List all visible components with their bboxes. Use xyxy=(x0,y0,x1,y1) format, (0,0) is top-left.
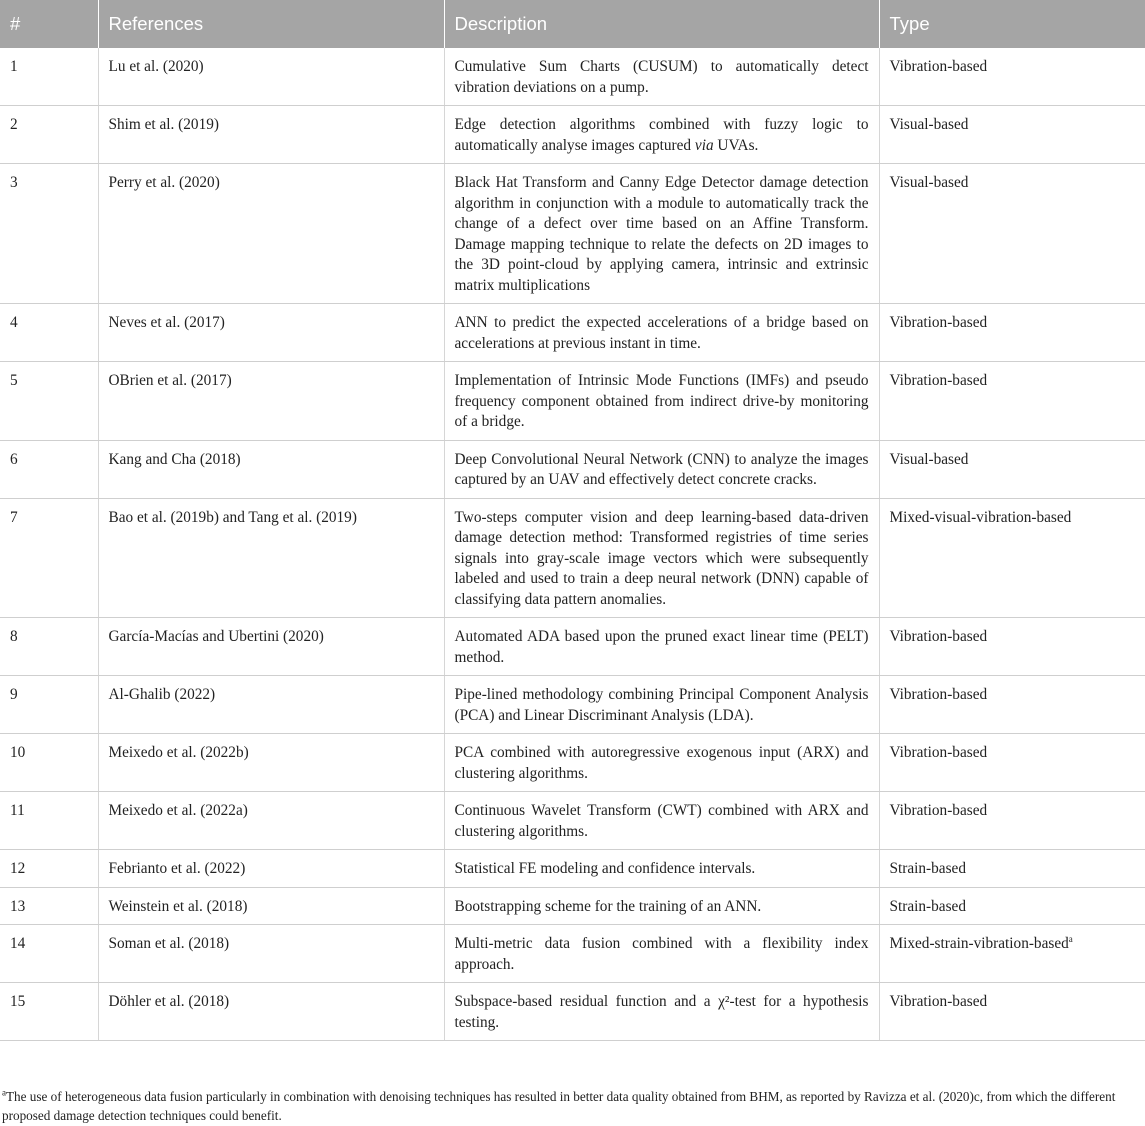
cell-description-text: Pipe-lined methodology combining Principal Component Analysis (PCA) and Linear Discriminant Analysis (LDA). xyxy=(454,686,869,724)
cell-description-text: Implementation of Intrinsic Mode Functions (IMFs) and pseudo frequency component obtained from indirect drive-by monitoring of a bridge. xyxy=(454,372,869,430)
cell-type-text: Visual-based xyxy=(889,450,969,468)
cell-reference-text: Meixedo et al. (2022a) xyxy=(108,802,248,819)
table-row xyxy=(0,925,1145,983)
cell-number xyxy=(0,498,98,618)
cell-number-text: 4 xyxy=(10,314,18,331)
header-number: # xyxy=(0,0,98,48)
cell-number-text: 5 xyxy=(10,372,18,389)
table-row xyxy=(0,304,1145,362)
cell-reference-text: Meixedo et al. (2022b) xyxy=(108,744,249,761)
cell-reference-text: Bao et al. (2019b) and Tang et al. (2019) xyxy=(108,508,357,526)
footnote-text: The use of heterogeneous data fusion particularly in combination with denoising techniques has resulted in better data quality obtained from BHM, as reported by Ravizza et al. (2020)c, from which the different proposed damage detection techniques could benefit. xyxy=(2,1089,1116,1123)
cell-reference-text: Döhler et al. (2018) xyxy=(108,993,230,1010)
cell-number xyxy=(0,362,98,441)
cell-description xyxy=(444,850,879,888)
cell-type-text: Vibration-based xyxy=(889,744,988,761)
table-row xyxy=(0,440,1145,498)
cell-type-text: Vibration-based xyxy=(889,628,988,645)
cell-type-text: Visual-based xyxy=(889,174,969,191)
cell-number-text: 10 xyxy=(10,744,26,761)
cell-reference-text: Shim et al. (2019) xyxy=(108,116,219,133)
cell-description xyxy=(444,983,879,1041)
cell-reference xyxy=(98,676,444,734)
cell-reference xyxy=(98,618,444,676)
cell-reference xyxy=(98,304,444,362)
cell-description-text: ANN to predict the expected accelerations of a bridge based on accelerations at previous instant in time. xyxy=(454,314,869,352)
table-row xyxy=(0,887,1145,925)
cell-number xyxy=(0,304,98,362)
cell-reference-text: Weinstein et al. (2018) xyxy=(108,897,248,915)
cell-type xyxy=(879,440,1145,498)
cell-number xyxy=(0,887,98,925)
table-row xyxy=(0,734,1145,792)
cell-type-text: Vibration-based xyxy=(889,802,988,819)
cell-type xyxy=(879,792,1145,850)
cell-number-text: 13 xyxy=(10,897,26,915)
cell-description-text: Bootstrapping scheme for the training of an ANN. xyxy=(454,897,762,915)
cell-description xyxy=(444,440,879,498)
cell-reference xyxy=(98,106,444,164)
cell-description-text: Edge detection algorithms combined with fuzzy logic to automatically analyse images captured via UVAs. xyxy=(454,116,869,154)
cell-number-text: 14 xyxy=(10,935,26,952)
header-type: Type xyxy=(879,0,1145,48)
cell-reference xyxy=(98,498,444,618)
table-row xyxy=(0,850,1145,888)
table-header-row xyxy=(0,0,1145,48)
cell-number xyxy=(0,106,98,164)
cell-description xyxy=(444,106,879,164)
cell-number-text: 3 xyxy=(10,174,18,191)
cell-description xyxy=(444,304,879,362)
cell-number xyxy=(0,925,98,983)
cell-type xyxy=(879,362,1145,441)
cell-number-text: 12 xyxy=(10,860,26,877)
cell-number xyxy=(0,676,98,734)
cell-description xyxy=(444,48,879,106)
cell-type xyxy=(879,106,1145,164)
cell-description xyxy=(444,618,879,676)
cell-description xyxy=(444,676,879,734)
footnote-marker: a xyxy=(2,1087,6,1098)
cell-type xyxy=(879,164,1145,304)
cell-reference-text: Al-Ghalib (2022) xyxy=(108,686,216,703)
cell-number-text: 6 xyxy=(10,450,18,468)
cell-description-text: Statistical FE modeling and confidence intervals. xyxy=(454,860,756,877)
cell-reference xyxy=(98,983,444,1041)
cell-type xyxy=(879,618,1145,676)
cell-number-text: 15 xyxy=(10,993,26,1010)
cell-description-text: Cumulative Sum Charts (CUSUM) to automatically detect vibration deviations on a pump. xyxy=(454,58,869,96)
cell-type xyxy=(879,304,1145,362)
cell-number xyxy=(0,792,98,850)
cell-type-text: Mixed-strain-vibration-based xyxy=(889,935,1069,952)
cell-type-text: Vibration-based xyxy=(889,58,988,75)
header-references: References xyxy=(98,0,444,48)
cell-description-text: Continuous Wavelet Transform (CWT) combined with ARX and clustering algorithms. xyxy=(454,802,869,840)
cell-reference xyxy=(98,48,444,106)
cell-reference xyxy=(98,887,444,925)
cell-reference xyxy=(98,792,444,850)
cell-type-text: Strain-based xyxy=(889,860,966,877)
type-footnote-marker: a xyxy=(1068,933,1073,944)
cell-number xyxy=(0,618,98,676)
table-row xyxy=(0,164,1145,304)
cell-description xyxy=(444,164,879,304)
cell-type-text: Vibration-based xyxy=(889,314,988,331)
cell-reference-text: Kang and Cha (2018) xyxy=(108,450,241,468)
table-body xyxy=(0,48,1145,1041)
cell-reference xyxy=(98,925,444,983)
cell-description xyxy=(444,887,879,925)
cell-type-text: Strain-based xyxy=(889,897,966,915)
cell-type xyxy=(879,850,1145,888)
header-description: Description xyxy=(444,0,879,48)
cell-description-text: Multi-metric data fusion combined with a flexibility index approach. xyxy=(454,935,869,973)
cell-number-text: 11 xyxy=(10,802,25,819)
cell-type xyxy=(879,498,1145,618)
table-row xyxy=(0,498,1145,618)
cell-number-text: 7 xyxy=(10,508,18,526)
cell-type-text: Mixed-visual-vibration-based xyxy=(889,508,1072,526)
cell-type xyxy=(879,887,1145,925)
cell-type-text: Visual-based xyxy=(889,116,969,133)
cell-type-text: Vibration-based xyxy=(889,686,988,703)
table-row xyxy=(0,676,1145,734)
cell-reference-text: Neves et al. (2017) xyxy=(108,314,225,331)
table-row xyxy=(0,983,1145,1041)
cell-type-text: Vibration-based xyxy=(889,372,988,389)
cell-type xyxy=(879,676,1145,734)
cell-description-text: Black Hat Transform and Canny Edge Detector damage detection algorithm in conjunction with a module to automatically track the change of a defect over time based on an Affine Transform. Damage mapping technique to relate the defects on 2D images to the 3D point-cloud by applying camera, intrinsic and extrinsic matrix multiplications xyxy=(454,174,869,294)
table-row xyxy=(0,48,1145,106)
cell-number xyxy=(0,850,98,888)
cell-reference xyxy=(98,850,444,888)
cell-number xyxy=(0,734,98,792)
cell-description xyxy=(444,498,879,618)
cell-description xyxy=(444,792,879,850)
cell-description-text: Two-steps computer vision and deep learning-based data-driven damage detection method: Transformed registries of time series signals into gray-scale image vectors which were subsequently labeled and used to train a deep neural network (DNN) capable of classifying data pattern anomalies. xyxy=(454,508,869,608)
table-row xyxy=(0,106,1145,164)
cell-reference-text: OBrien et al. (2017) xyxy=(108,372,232,389)
cell-reference-text: Perry et al. (2020) xyxy=(108,174,220,191)
cell-type xyxy=(879,48,1145,106)
cell-number xyxy=(0,164,98,304)
cell-number-text: 2 xyxy=(10,116,18,133)
cell-type xyxy=(879,983,1145,1041)
cell-reference-text: Febrianto et al. (2022) xyxy=(108,860,246,877)
cell-description-text: PCA combined with autoregressive exogenous input (ARX) and clustering algorithms. xyxy=(454,744,869,782)
cell-number xyxy=(0,983,98,1041)
table-row xyxy=(0,618,1145,676)
cell-description xyxy=(444,734,879,792)
cell-number xyxy=(0,48,98,106)
cell-reference xyxy=(98,734,444,792)
cell-description xyxy=(444,362,879,441)
cell-type xyxy=(879,734,1145,792)
cell-number-text: 1 xyxy=(10,58,18,75)
cell-reference-text: Soman et al. (2018) xyxy=(108,935,230,952)
cell-type-text: Vibration-based xyxy=(889,993,988,1010)
table-footnote xyxy=(2,1087,1142,1125)
cell-reference xyxy=(98,362,444,441)
table-row xyxy=(0,362,1145,441)
cell-description-text: Deep Convolutional Neural Network (CNN) to analyze the images captured by an UAV and effectively detect concrete cracks. xyxy=(454,450,869,488)
cell-reference xyxy=(98,440,444,498)
cell-number xyxy=(0,440,98,498)
cell-type xyxy=(879,925,1145,983)
cell-number-text: 9 xyxy=(10,686,18,703)
cell-number-text: 8 xyxy=(10,628,18,645)
cell-description-text: Subspace-based residual function and a χ²-test for a hypothesis testing. xyxy=(454,993,869,1031)
cell-reference xyxy=(98,164,444,304)
table-row xyxy=(0,792,1145,850)
cell-description-text: Automated ADA based upon the pruned exact linear time (PELT) method. xyxy=(454,628,869,666)
cell-reference-text: García-Macías and Ubertini (2020) xyxy=(108,628,324,645)
cell-description xyxy=(444,925,879,983)
cell-reference-text: Lu et al. (2020) xyxy=(108,58,204,75)
